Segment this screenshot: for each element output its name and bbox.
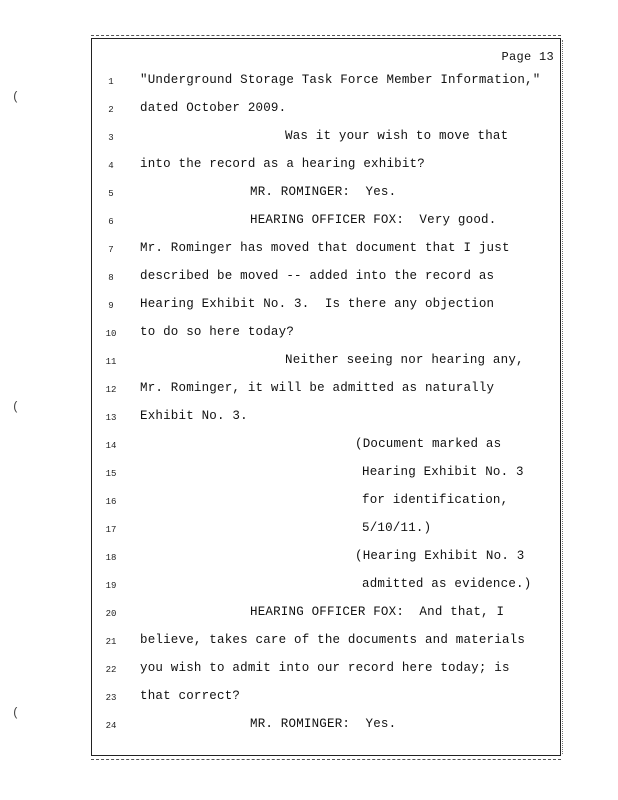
margin-mark: ( — [12, 706, 20, 720]
line-number: 12 — [105, 385, 117, 395]
transcript-line — [0, 689, 618, 709]
line-number: 19 — [105, 581, 117, 591]
line-text: Neither seeing nor hearing any, — [285, 353, 524, 367]
line-number: 7 — [108, 245, 114, 255]
top-rule — [91, 35, 561, 36]
line-text: Exhibit No. 3. — [140, 409, 248, 423]
line-text: (Document marked as — [355, 437, 502, 451]
line-text: for identification, — [362, 493, 509, 507]
margin-mark: ( — [12, 400, 20, 414]
line-text: dated October 2009. — [140, 101, 287, 115]
transcript-line — [0, 493, 618, 513]
transcript-line — [0, 325, 618, 345]
line-number: 8 — [108, 273, 114, 283]
transcript-line — [0, 353, 618, 373]
bottom-rule — [91, 759, 561, 760]
line-number: 3 — [108, 133, 114, 143]
line-number: 9 — [108, 301, 114, 311]
line-number: 4 — [108, 161, 114, 171]
transcript-line — [0, 577, 618, 597]
transcript-line — [0, 661, 618, 681]
transcript-line — [0, 549, 618, 569]
transcript-line — [0, 297, 618, 317]
transcript-line — [0, 129, 618, 149]
transcript-line — [0, 465, 618, 485]
transcript-line — [0, 157, 618, 177]
line-text: (Hearing Exhibit No. 3 — [355, 549, 525, 563]
line-text: MR. ROMINGER: Yes. — [250, 185, 397, 199]
line-number: 20 — [105, 609, 117, 619]
transcript-line — [0, 717, 618, 737]
line-text: that correct? — [140, 689, 241, 703]
line-text: Hearing Exhibit No. 3. Is there any objection — [140, 297, 495, 311]
line-number: 22 — [105, 665, 117, 675]
line-text: Hearing Exhibit No. 3 — [362, 465, 524, 479]
line-text: Mr. Rominger, it will be admitted as naturally — [140, 381, 495, 395]
line-text: admitted as evidence.) — [362, 577, 532, 591]
line-text: to do so here today? — [140, 325, 295, 339]
line-text: HEARING OFFICER FOX: Very good. — [250, 213, 497, 227]
line-number: 6 — [108, 217, 114, 227]
page-number: Page 13 — [501, 50, 554, 64]
line-number: 17 — [105, 525, 117, 535]
transcript-line — [0, 101, 618, 121]
margin-mark: ( — [12, 90, 20, 104]
transcript-line — [0, 381, 618, 401]
transcript-line — [0, 213, 618, 233]
transcript-line — [0, 269, 618, 289]
line-text: you wish to admit into our record here today; is — [140, 661, 510, 675]
transcript-line — [0, 241, 618, 261]
line-number: 13 — [105, 413, 117, 423]
line-number: 21 — [105, 637, 117, 647]
transcript-line — [0, 633, 618, 653]
transcript-line — [0, 521, 618, 541]
line-text: "Underground Storage Task Force Member Information," — [140, 73, 541, 87]
line-text: MR. ROMINGER: Yes. — [250, 717, 397, 731]
line-number: 23 — [105, 693, 117, 703]
line-text: Mr. Rominger has moved that document that I just — [140, 241, 510, 255]
line-text: into the record as a hearing exhibit? — [140, 157, 425, 171]
line-number: 1 — [108, 77, 114, 87]
transcript-line — [0, 73, 618, 93]
line-number: 14 — [105, 441, 117, 451]
line-text: described be moved -- added into the record as — [140, 269, 495, 283]
transcript-line — [0, 409, 618, 429]
line-text: 5/10/11.) — [362, 521, 432, 535]
line-number: 16 — [105, 497, 117, 507]
line-number: 11 — [105, 357, 117, 367]
line-number: 2 — [108, 105, 114, 115]
line-number: 15 — [105, 469, 117, 479]
line-text: believe, takes care of the documents and materials — [140, 633, 526, 647]
line-text: HEARING OFFICER FOX: And that, I — [250, 605, 505, 619]
line-number: 10 — [105, 329, 117, 339]
transcript-line — [0, 437, 618, 457]
line-number: 5 — [108, 189, 114, 199]
line-text: Was it your wish to move that — [285, 129, 509, 143]
line-number: 18 — [105, 553, 117, 563]
line-number: 24 — [105, 721, 117, 731]
transcript-line — [0, 185, 618, 205]
transcript-line — [0, 605, 618, 625]
